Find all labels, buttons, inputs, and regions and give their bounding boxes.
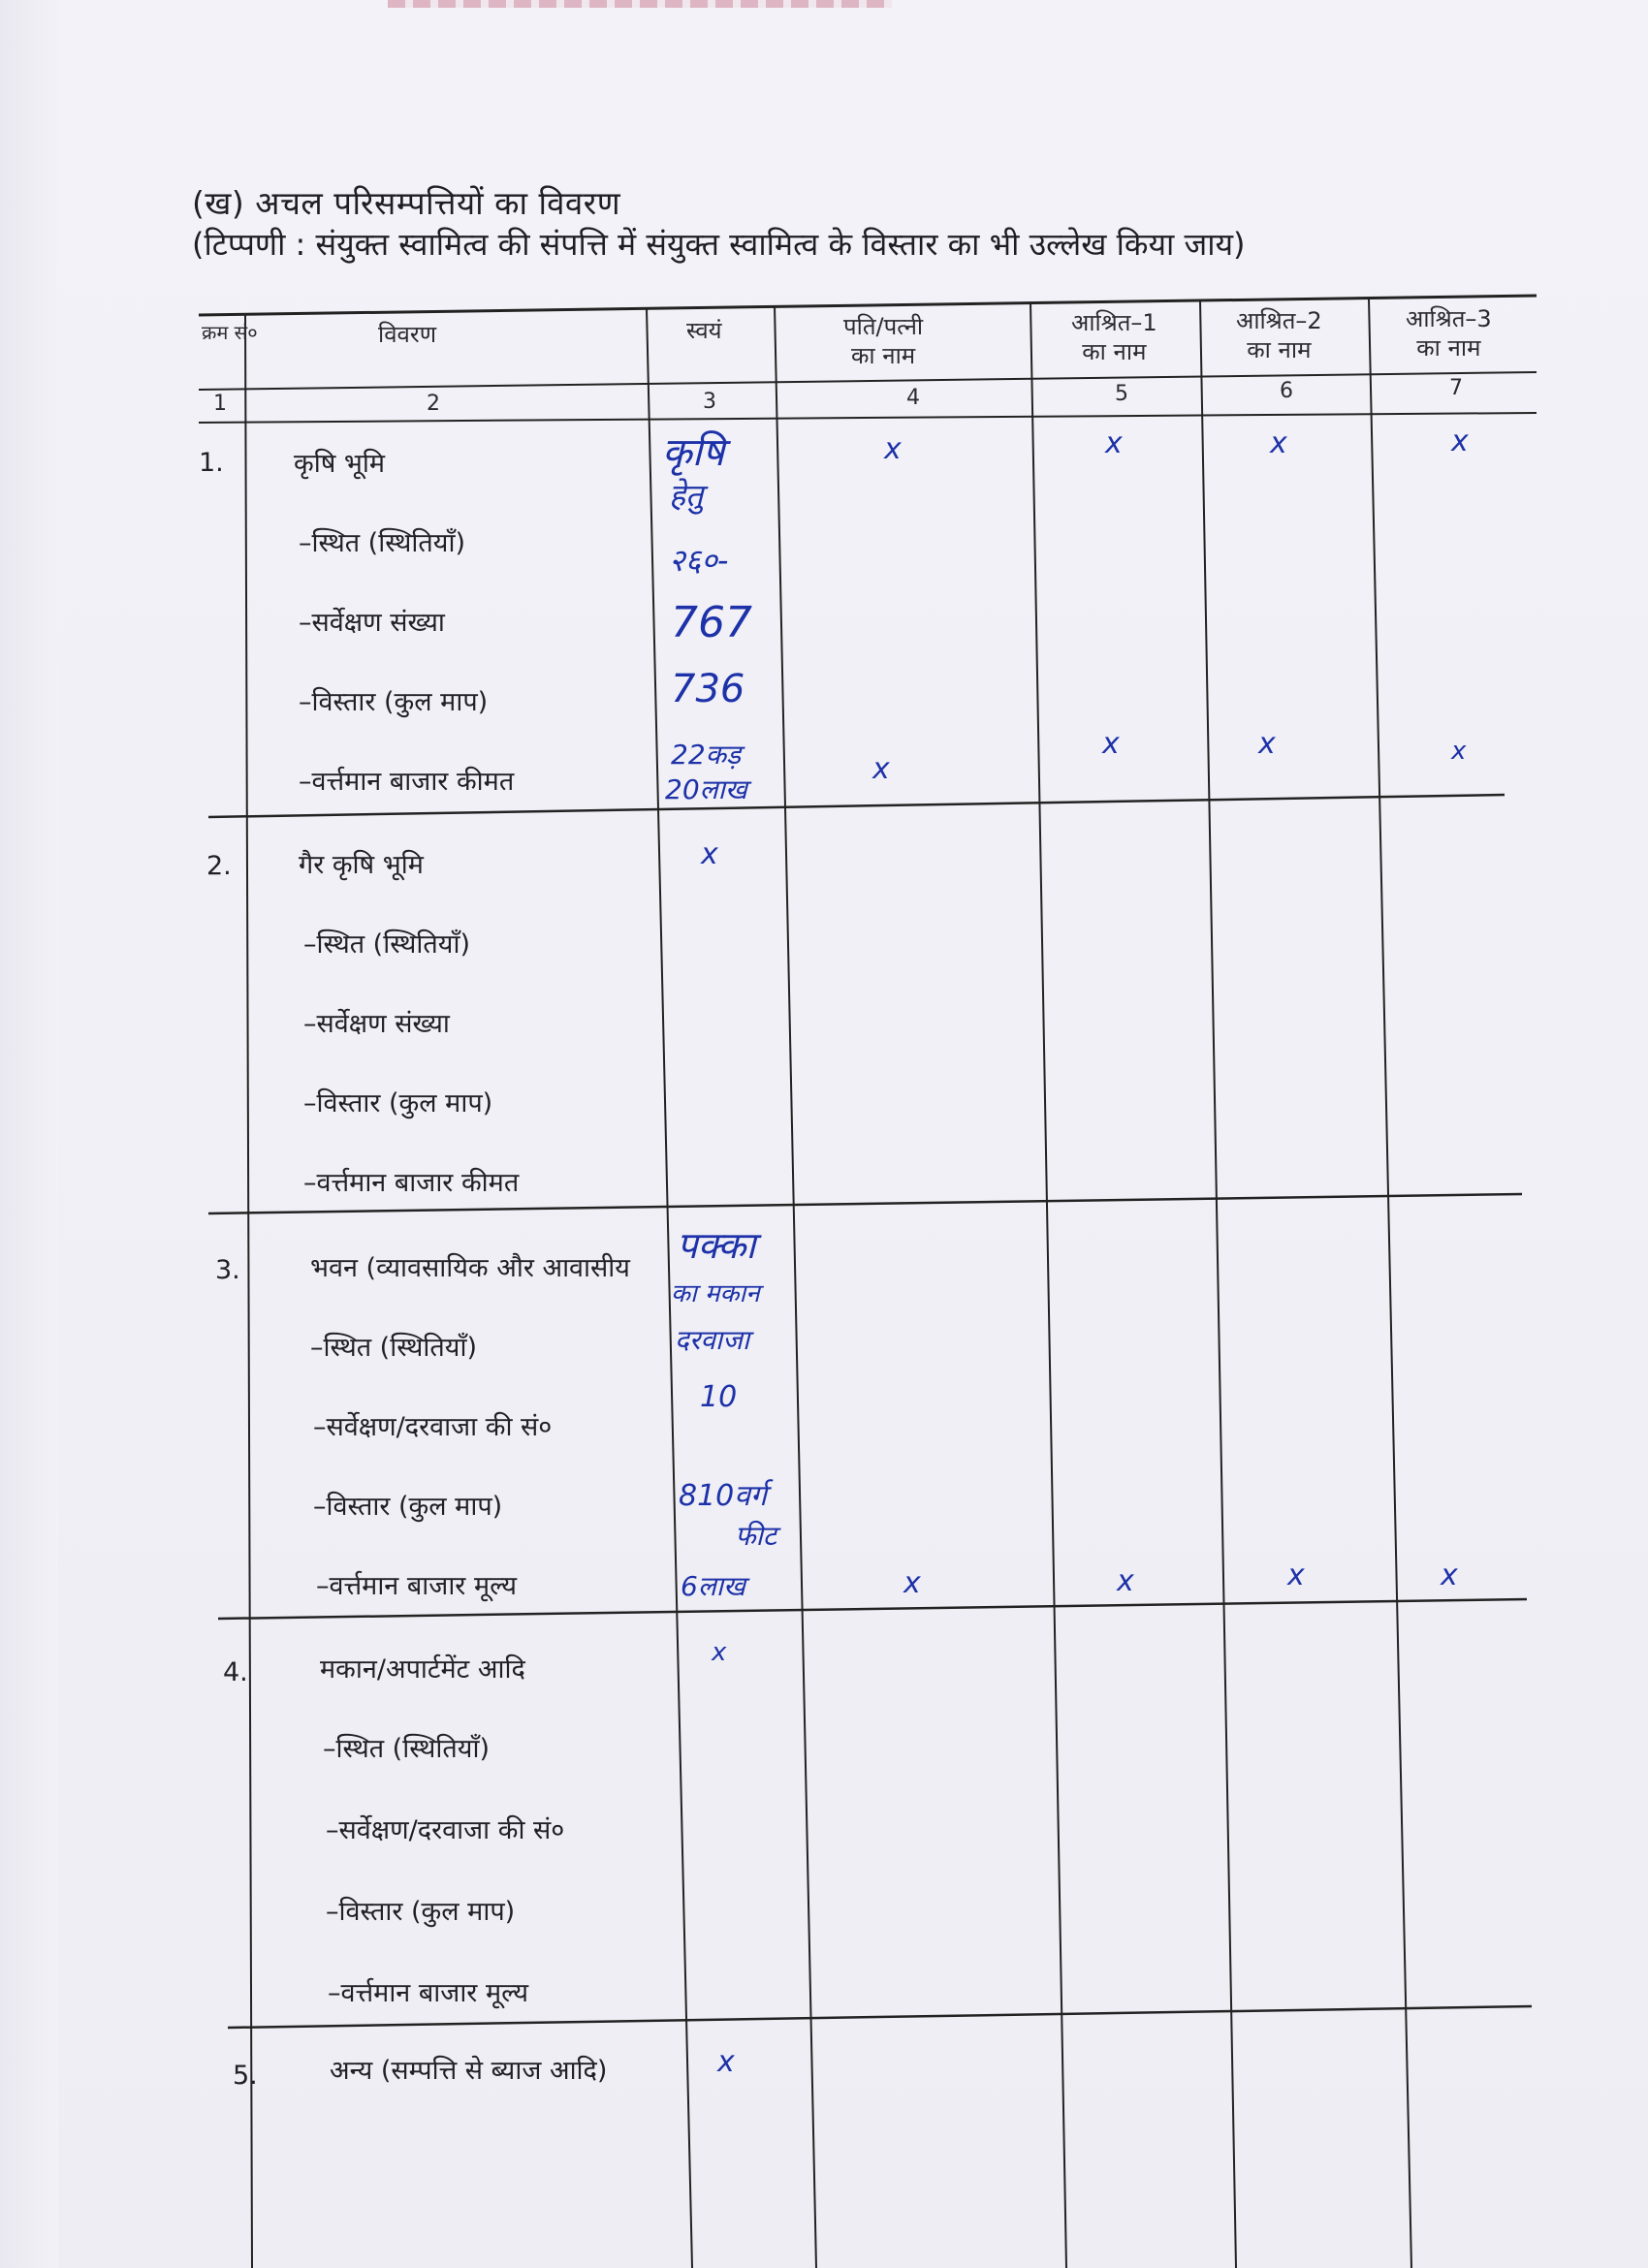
- section-1-number: 1.: [199, 448, 224, 478]
- section-heading: (ख) अचल परिसम्पत्तियों का विवरण: [192, 184, 621, 222]
- col-number-1: 1: [213, 392, 227, 416]
- hand-s1-dep3-value-mark: x: [1451, 737, 1467, 766]
- hand-s2-self-mark: x: [701, 837, 718, 871]
- section-5-title: अन्य (सम्पत्ति से ब्याज आदि): [330, 2056, 608, 2086]
- section-2-title: गैर कृषि भूमि: [299, 850, 424, 880]
- section-1-title: कृषि भूमि: [294, 449, 386, 479]
- hand-s1-value-line2: 20लाख: [665, 773, 747, 805]
- header-description: विवरण: [378, 321, 437, 348]
- hand-s3-value: 6लाख: [681, 1570, 745, 1602]
- hand-s1-type-line1: कृषि: [662, 430, 725, 475]
- hand-s3-dep3-mark: x: [1441, 1559, 1458, 1592]
- hand-s1-dep1-mark: x: [1105, 426, 1123, 460]
- hand-s3-area-line1: 810वर्ग: [679, 1479, 767, 1513]
- hand-s3-spouse-mark: x: [903, 1566, 921, 1600]
- hand-s3-type-line2: का मकान: [671, 1279, 760, 1308]
- col-number-2: 2: [427, 392, 440, 416]
- col-number-3: 3: [703, 390, 716, 414]
- section-3-row-value: –वर्त्तमान बाजार मूल्य: [316, 1571, 518, 1601]
- header-dependent-2: [1236, 306, 1322, 364]
- section-2-row-value: –वर्त्तमान बाजार कीमत: [303, 1168, 520, 1198]
- hand-s1-survey: 767: [671, 598, 752, 647]
- col-number-7: 7: [1449, 376, 1463, 400]
- section-1-row-value: –वर्त्तमान बाजार कीमत: [299, 767, 515, 797]
- header-dependent-1: [1071, 308, 1157, 366]
- section-2-number: 2.: [206, 851, 232, 881]
- section-1-row-survey: –सर्वेक्षण संख्या: [299, 608, 445, 638]
- hand-s3-dep2-mark: x: [1287, 1559, 1305, 1592]
- header-dependent-2-line2: का नाम: [1247, 336, 1312, 363]
- section-4-row-door: –सर्वेक्षण/दरवाजा की सं०: [326, 1815, 565, 1845]
- hand-s3-location: दरवाजा: [675, 1324, 750, 1356]
- section-4-title: मकान/अपार्टमेंट आदि: [320, 1654, 525, 1685]
- header-spouse-line1: पति/पत्नी: [843, 313, 924, 340]
- header-dependent-3: [1406, 304, 1492, 362]
- hand-s1-dep2-value-mark: x: [1258, 727, 1276, 761]
- col-number-5: 5: [1115, 382, 1128, 406]
- col-number-6: 6: [1280, 379, 1293, 403]
- section-5-number: 5.: [233, 2061, 258, 2091]
- hand-s3-area-line2: फीट: [735, 1520, 776, 1552]
- hand-s3-dep1-mark: x: [1117, 1564, 1134, 1598]
- section-3-row-area: –विस्तार (कुल माप): [313, 1492, 503, 1522]
- section-1-row-area: –विस्तार (कुल माप): [299, 687, 489, 717]
- section-2-row-survey: –सर्वेक्षण संख्या: [303, 1009, 450, 1039]
- hand-s1-dep2-mark: x: [1270, 426, 1287, 460]
- section-1-row-location: –स्थित (स्थितियाँ): [299, 528, 465, 558]
- section-3-number: 3.: [215, 1255, 240, 1285]
- section-3-row-door: –सर्वेक्षण/दरवाजा की सं०: [313, 1412, 553, 1442]
- section-4-row-value: –वर्त्तमान बाजार मूल्य: [328, 1978, 529, 2008]
- hand-s1-dep3-mark: x: [1451, 425, 1469, 458]
- hand-s1-dep1-value-mark: x: [1102, 727, 1120, 761]
- header-dependent-1-line2: का नाम: [1082, 338, 1147, 365]
- section-2-row-location: –स्थित (स्थितियाँ): [303, 929, 470, 960]
- section-3-row-location: –स्थित (स्थितियाँ): [310, 1333, 477, 1363]
- hand-s1-area: 736: [671, 667, 745, 711]
- header-self: स्वयं: [686, 317, 722, 344]
- header-dependent-3-line2: का नाम: [1416, 334, 1481, 362]
- hand-s4-self-mark: x: [712, 1638, 727, 1667]
- hand-s1-spouse-value-mark: x: [872, 752, 890, 786]
- section-2-row-area: –विस्तार (कुल माप): [303, 1088, 493, 1118]
- col-number-4: 4: [906, 386, 920, 410]
- hand-s1-type-line2: हेतु: [669, 477, 704, 514]
- hand-s1-spouse-mark: x: [884, 432, 902, 466]
- section-3-title: भवन (व्यावसायिक और आवासीय: [310, 1253, 630, 1283]
- header-serial: क्रम सं०: [202, 321, 258, 344]
- section-note: (टिप्पणी : संयुक्त स्वामित्व की संपत्ति में संयुक्त स्वामित्व के विस्तार का भी उल्लेख किया जाय): [192, 226, 1246, 263]
- hand-s5-self-mark: x: [717, 2045, 735, 2079]
- section-4-row-area: –विस्तार (कुल माप): [326, 1897, 516, 1927]
- header-spouse-line2: का नाम: [850, 342, 916, 369]
- hand-s1-location: २६०-: [669, 542, 729, 579]
- header-dependent-2-line1: आश्रित–2: [1236, 307, 1322, 334]
- header-spouse: [843, 312, 923, 370]
- section-4-number: 4.: [223, 1657, 248, 1687]
- section-4-row-location: –स्थित (स्थितियाँ): [323, 1734, 490, 1764]
- hand-s1-value-line1: 22कड़: [671, 739, 742, 771]
- hand-s3-type-line1: पक्का: [677, 1224, 756, 1267]
- header-dependent-1-line1: आश्रित–1: [1071, 309, 1157, 336]
- header-dependent-3-line1: आश्रित–3: [1406, 305, 1492, 332]
- hand-s3-door-number: 10: [700, 1380, 738, 1414]
